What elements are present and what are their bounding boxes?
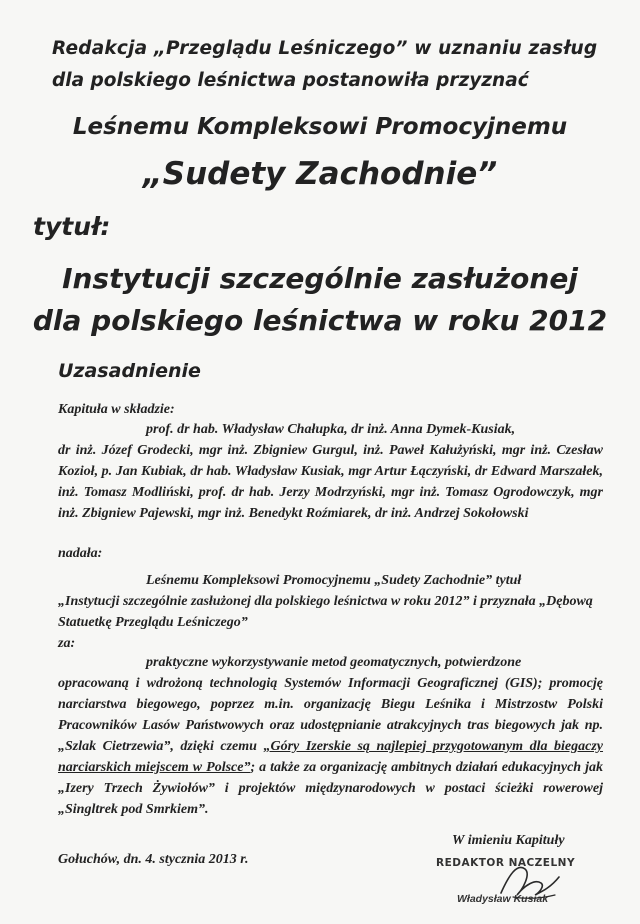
reason-body xyxy=(58,673,603,820)
reason-line-1: praktyczne wykorzystywanie metod geomatycznych, potwierdzone xyxy=(146,655,522,670)
award-reason xyxy=(58,652,603,820)
title-label: tytuł: xyxy=(33,212,111,241)
intro-line-2: dla polskiego leśnictwa postanowiła przyznać xyxy=(52,70,529,91)
members-line-1: prof. dr hab. Władysław Chałupka, dr inż. Anna Dymek-Kusiak, xyxy=(146,422,516,437)
award-statement xyxy=(58,570,603,633)
for-label: za: xyxy=(58,636,76,651)
reason-part-1: opracowaną i wdrożoną technologią Systemów Informacji Geograficznej (GIS); promocję narciarstwa biegowego, poprzez m.in. organizację Biegu Leśnika i Mistrzostw Polski Pracowników Lasów Państwowych oraz udostępnianie atrakcyjnych tras biegowych jak np. „Szlak Cietrzewia”, dzięki czemu xyxy=(58,676,603,754)
place-date: Gołuchów, dn. 4. stycznia 2013 r. xyxy=(58,852,249,867)
award-line-1: Leśnemu Kompleksowi Promocyjnemu „Sudety Zachodnie” tytuł xyxy=(146,573,522,588)
reason-part-2: ; a także za organizację ambitnych działań edukacyjnych jak „Izery Trzech Żywiołów” i projektów międzynarodowych w postaci ścieżki rowerowej „Singltrek pod Smrkiem”. xyxy=(58,760,603,817)
award-rest: „Instytucji szczególnie zasłużonej dla polskiego leśnictwa w roku 2012” i przyznała „Dębową Statuetkę Przeglądu Leśniczego” xyxy=(58,594,593,630)
chapter-label: Kapituła w składzie: xyxy=(58,402,175,417)
editor-stamp-title: REDAKTOR NACZELNY xyxy=(436,857,576,869)
award-title-line-2: dla polskiego leśnictwa w roku 2012 xyxy=(32,304,608,337)
awarded-label: nadała: xyxy=(58,546,103,561)
editor-stamp-name: Władysław Kusiak xyxy=(457,893,549,905)
handwritten-signature xyxy=(495,855,565,905)
on-behalf-label: W imieniu Kapituły xyxy=(452,833,565,848)
award-title-line-1: Instytucji szczególnie zasłużonej xyxy=(62,262,578,295)
chapter-members xyxy=(58,419,603,524)
members-rest: dr inż. Józef Grodecki, mgr inż. Zbigniew Gurgul, inż. Paweł Kałużyński, mgr inż. Czesław Kozioł, p. Jan Kubiak, dr hab. Władysław Kusiak, mgr Artur Łączyński, dr Edward Marszałek, inż. Tomasz Modliński, prof. dr hab. Jerzy Modrzyński, mgr inż. Tomasz Ogrodowczyk, mgr inż. Zbigniew Pajewski, mgr inż. Benedykt Roźmiarek, dr inż. Andrzej Sokołowski xyxy=(58,443,603,521)
recipient-to: Leśnemu Kompleksowi Promocyjnemu xyxy=(72,114,568,140)
reason-underlined: „Góry Izerskie są najlepiej przygotowanym dla biegaczy narciarskich miejscem w Polsce” xyxy=(58,739,604,775)
justification-heading: Uzasadnienie xyxy=(58,360,201,382)
intro-line-1: Redakcja „Przeglądu Leśniczego” w uznaniu zasług xyxy=(52,38,598,59)
recipient-name: „Sudety Zachodnie” xyxy=(142,156,498,192)
